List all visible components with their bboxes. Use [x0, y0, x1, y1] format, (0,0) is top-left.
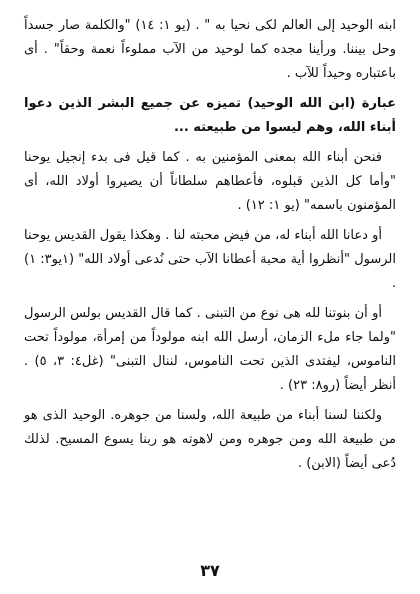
paragraph-5: أو أن بنوتنا لله هى نوع من التبنى . كما قال القديس بولس الرسول "ولما جاء ملء الزمان، أرسل الله ابنه مولوداً من إمرأة، مولوداً تحت الناموس، ليفتدى الذين تحت الناموس، لننال التبنى" (غل٤: ٣، ٥) . أنظر أيضاً (رو٨: ٢٣) .	[24, 306, 397, 393]
paragraph-3: فنحن أبناء الله بمعنى المؤمنين به . كما قيل فى بدء إنجيل يوحنا "وأما كل الذين قبلوه، فأعطاهم سلطاناً أن يصيروا أولاد الله، أى المؤمنون باسمه" (يو ١: ١٢) .	[24, 150, 396, 213]
paragraph-4: أو دعانا الله أبناء له، من فيض محبته لنا . وهكذا يقول القديس يوحنا الرسول "أنظروا أية محبة أعطانا الآب حتى نُدعى أولاد الله" (١يو٣: ١) .	[24, 228, 396, 291]
paragraph-2-heading: عبارة (ابن الله الوحيد) تميزه عن جميع البشر الذين دعوا أبناء الله، وهم ليسوا من طبيعته ...	[24, 96, 396, 135]
paragraph-6: ولكننا لسنا أبناء من طبيعة الله، ولسنا من جوهره. الوحيد الذى هو من طبيعة الله ومن جوهره ومن لاهوته هو ربنا يسوع المسيح. لذلك دُعى أيضاً (الابن) .	[24, 408, 396, 471]
paragraph-1: ابنه الوحيد إلى العالم لكى نحيا به " . (يو ١: ١٤) "والكلمة صار جسداً وحل بيننا. ورأينا مجده كما لوحيد من الآب مملوءاً نعمة وحقاً" . أى باعتباره وحيداً للآب .	[24, 18, 396, 81]
page-number: ٣٧	[200, 561, 220, 580]
document-page	[24, 14, 396, 580]
